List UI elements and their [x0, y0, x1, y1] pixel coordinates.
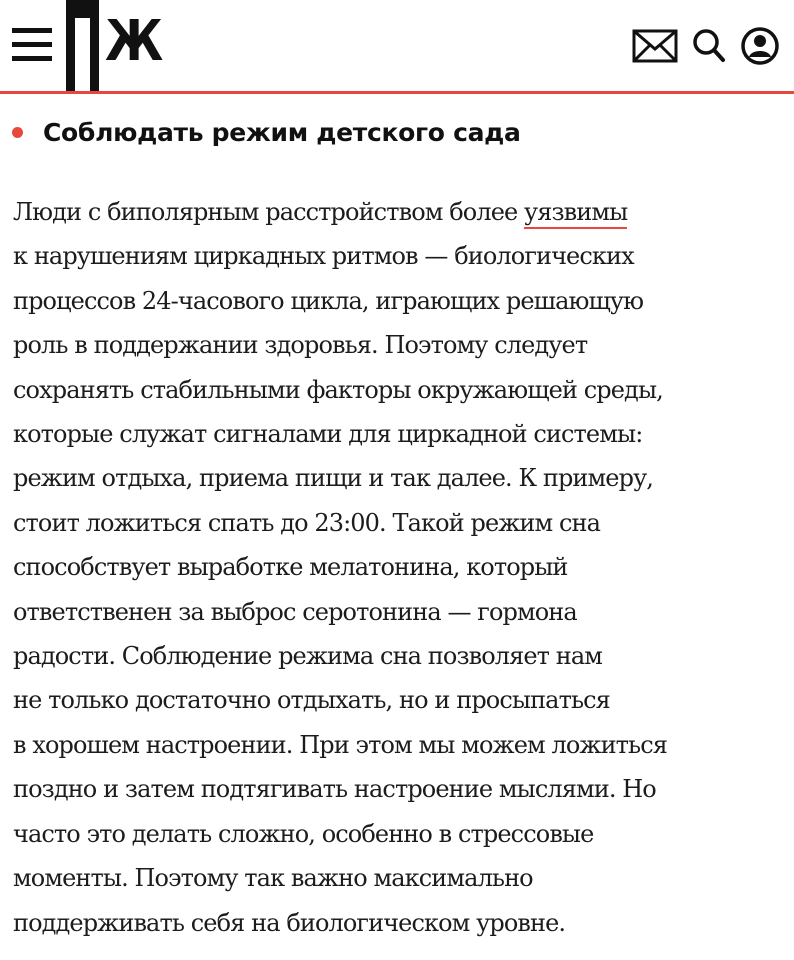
text-line: режим отдыха, приема пищи и так далее. К примеру, — [13, 464, 654, 493]
text-line: в хорошем настроении. При этом мы можем ложиться — [13, 730, 668, 759]
text-line: радости. Соблюдение режима сна позволяет нам — [13, 642, 603, 671]
bullet-dot — [12, 127, 23, 138]
text-line: поддерживать себя на биологическом уровне. — [13, 908, 566, 937]
text-line: которые служат сигналами для циркадной системы: — [13, 420, 643, 449]
text-line: сохранять стабильными факторы окружающей среды, — [13, 375, 663, 404]
site-logo[interactable] — [66, 0, 172, 92]
text-line: роль в поддержании здоровья. Поэтому следует — [13, 331, 588, 360]
text-line: не только достаточно отдыхать, но и просыпаться — [13, 686, 610, 715]
site-header — [0, 0, 794, 93]
header-actions — [632, 24, 780, 68]
text-line: часто это делать сложно, особенно в стрессовые — [13, 819, 594, 848]
article-body — [13, 190, 783, 945]
subheading-text: Соблюдать режим детского сада — [43, 117, 521, 147]
text-line: моменты. Поэтому так важно максимально — [13, 864, 533, 893]
term-link[interactable]: уязвимы — [524, 198, 627, 229]
text-line: Люди с биполярным расстройством более уязвимы — [13, 190, 783, 234]
logo-letter-zh: Ж — [105, 9, 162, 74]
header-divider — [0, 91, 794, 94]
menu-icon[interactable] — [10, 20, 54, 70]
text-line: способствует выработке мелатонина, который — [13, 553, 568, 582]
mail-icon[interactable] — [632, 29, 678, 63]
logo-letter-p — [66, 0, 99, 92]
text-line: ответственен за выброс серотонина — гормона — [13, 597, 577, 626]
profile-icon[interactable] — [740, 26, 780, 66]
section-subheading — [12, 114, 521, 150]
text-line: к нарушениям циркадных ритмов — биологических — [13, 242, 634, 271]
text-line: стоит ложиться спать до 23:00. Такой режим сна — [13, 508, 601, 537]
text-line: поздно и затем подтягивать настроение мыслями. Но — [13, 775, 656, 804]
text-line: процессов 24-часового цикла, играющих решающую — [13, 286, 644, 315]
search-icon[interactable] — [692, 28, 726, 64]
